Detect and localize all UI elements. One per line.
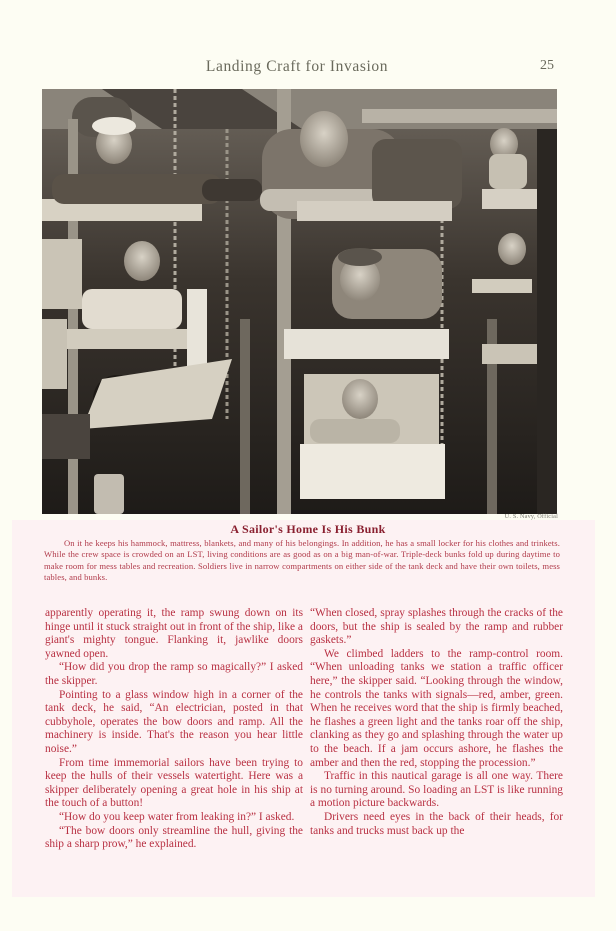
caption-body: On it he keeps his hammock, mattress, blankets, and many of his belongings. In addition, he has a small locker for his clothes and trinkets. While the crew space is crowded on an LST, living conditions are as good as on a big man-of-war. Triple-deck bunks fold up during daytime to make room for mess tables and recreation. Soldiers live in narrow compartments on either side of the tank deck and have their own toilets, mess tables, and bunks. <box>44 538 560 582</box>
page-number: 25 <box>540 58 554 73</box>
caption-title: A Sailor's Home Is His Bunk <box>230 522 386 536</box>
paragraph: Traffic in this nautical garage is all one way. There is no turning around. So loading an LST is like running a motion picture backwards. <box>310 770 563 810</box>
paragraph: apparently operating it, the ramp swung down on its hinge until it stuck straight out in front of the ship, like a giant's mighty tongue. Flanking it, jawlike doors yawned open. <box>45 607 303 660</box>
paragraph: “How do you keep water from leaking in?” I asked. <box>59 810 295 823</box>
paragraph: Drivers need eyes in the back of their heads, for tanks and trucks must back up the <box>310 810 563 837</box>
paragraph: Pointing to a glass window high in a corner of the tank deck, he said, “An electrician, posted in that cubbyhole, operates the bow doors and ramp. All the machinery is inside. That's the reason you hear little noise.” <box>45 688 303 755</box>
photograph-icon <box>42 89 557 514</box>
photo-credit: U. S. Navy, Official <box>504 513 558 520</box>
body-column-right <box>310 607 563 838</box>
body-column-left <box>45 607 303 852</box>
paragraph: From time immemorial sailors have been trying to keep the hulls of their vessels watertight. Here was a skipper deliberately opening a great hole in his ship at the touch of a button! <box>45 756 303 810</box>
photograph <box>42 89 557 514</box>
paragraph: “When closed, spray splashes through the cracks of the doors, but the ship is sealed by the ramp and rubber gaskets.” <box>310 607 563 647</box>
paragraph: We climbed ladders to the ramp-control room. “When unloading tanks we station a traffic officer here,” the skipper said. “Looking through the window, he controls the tanks with signals—red, amber, green. When he receives word that the ship is firmly beached, he flashes a green light and the tanks roar off the ship, clanking as they go and splashing through the water up to the beach. If a jam occurs ashore, he flashes the amber and then the red, stopping the procession.” <box>310 647 563 769</box>
running-title: Landing Craft for Invasion <box>205 58 389 75</box>
running-head <box>0 58 616 80</box>
paragraph: “How did you drop the ramp so magically?” I asked the skipper. <box>45 661 303 687</box>
paragraph: “The bow doors only streamline the hull, giving the ship a sharp prow,” he explained. <box>45 824 303 851</box>
